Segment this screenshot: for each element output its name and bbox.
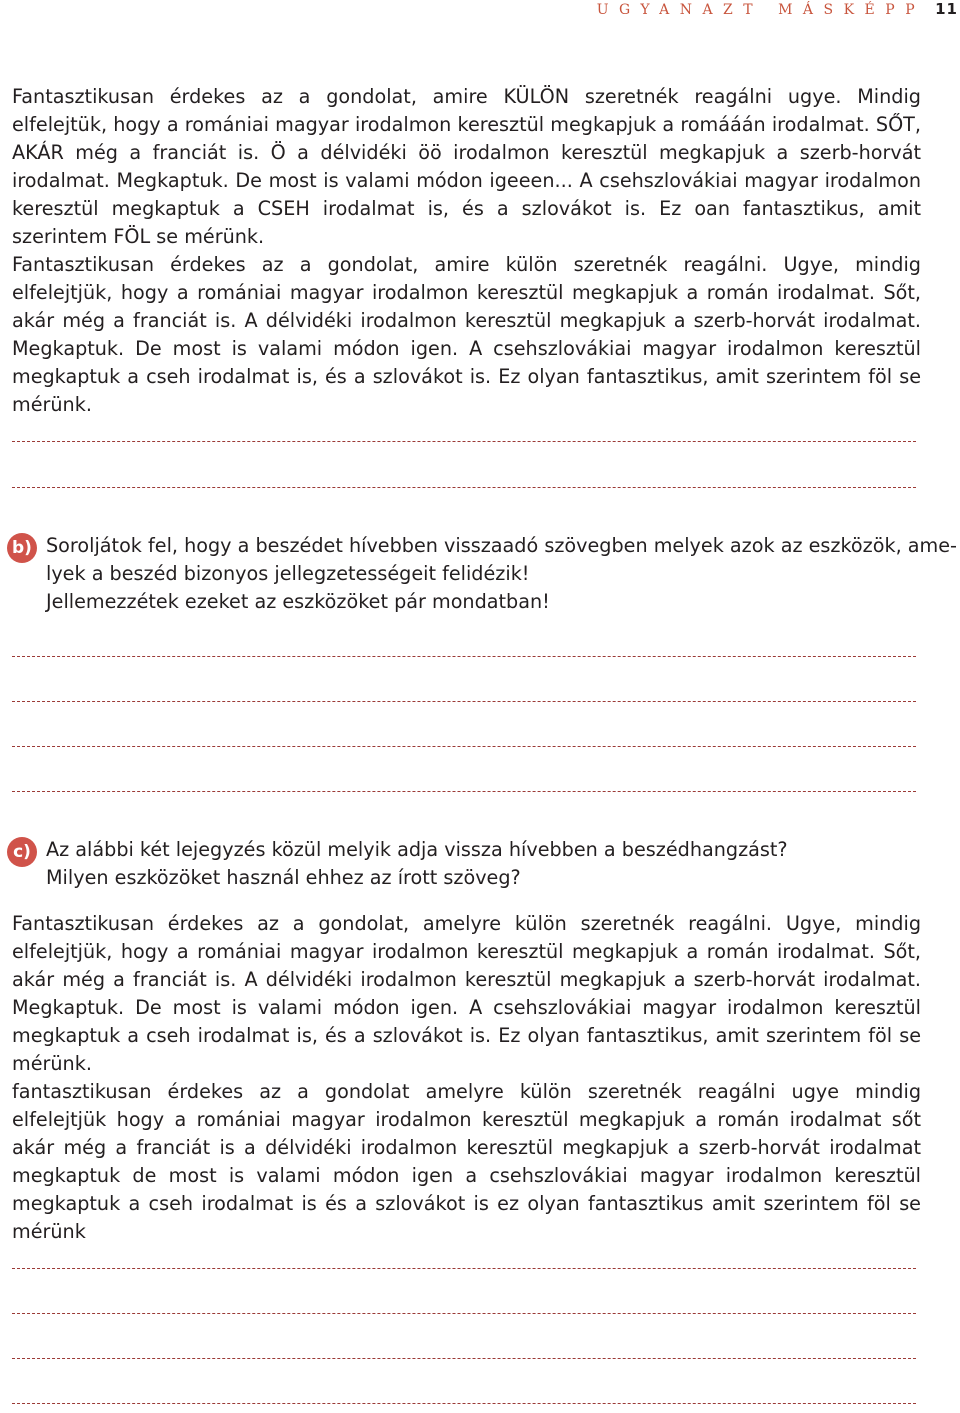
answer-line[interactable] xyxy=(12,441,916,442)
answer-line[interactable] xyxy=(12,701,916,702)
task-c-instructions xyxy=(46,836,921,892)
task-b-line: Soroljátok fel, hogy a beszédet hívebben visszaadó szövegben melyek azok az eszközök, ame- xyxy=(46,534,957,557)
transcript-paragraph-original: Fantasztikusan érdekes az a gondolat, amire KÜLÖN szeretnék reagálni ugye. Mindig elfelejtük, hogy a romániai magyar irodalmon keresztül megkapjuk a romááán irodalmat. SŐT, AKÁR még a franciát is. Ö a délvidéki öö irodalmon keresztül megkapjuk a szerb-horvát irodalmat. Megkaptuk. De most is valami módon igeeen... A csehszlovákiai magyar irodalmon keresztül megkaptuk a CSEH irodalmat is, és a szlovákot is. Ez oan fantasztikus, amit szerintem FÖL se mérünk. xyxy=(12,85,921,248)
transcript-paragraph-unpunctuated: fantasztikusan érdekes az a gondolat amelyre külön szeretnék reagálni ugye mindig elfelejtjük hogy a romániai magyar irodalmon keresztül megkapjuk a román irodalmat sőt akár még a franciát is a délvidéki irodalmon keresztül megkapjuk a szerb-horvát irodalmat megkaptuk de most is valami módon igen a csehszlovákiai magyar irodalmon keresztül megkaptuk a cseh irodalmat is és a szlovákot is ez olyan fantasztikus amit szerintem föl se mérünk xyxy=(12,1080,921,1243)
answer-line[interactable] xyxy=(12,1313,916,1314)
page-header xyxy=(597,0,960,24)
page-number: 11 xyxy=(935,0,958,18)
task-b xyxy=(7,532,957,616)
task-c-line: Milyen eszközöket használ ehhez az írott szöveg? xyxy=(46,866,521,889)
transcript-paragraph-edited: Fantasztikusan érdekes az a gondolat, amire külön szeretnék reagálni. Ugye, mindig elfelejtjük, hogy a romániai magyar irodalmon keresztül megkapjuk a román irodalmat. Sőt, akár még a franciát is. A délvidéki irodalmon keresztül megkapjuk a szerb-horvát irodalmat. Megkaptuk. De most is valami módon igen. A csehszlovákiai magyar irodalmon keresztül megkaptuk a cseh irodalmat is, és a szlovákot is. Ez olyan fantasztikus, amit szerintem föl se mérünk. xyxy=(12,253,921,416)
answer-line[interactable] xyxy=(12,746,916,747)
task-badge-c: c) xyxy=(7,837,37,867)
task-b-instructions xyxy=(46,532,957,616)
task-b-line: lyek a beszéd bizonyos jellegzetességeit felidézik! xyxy=(46,562,530,585)
answer-line[interactable] xyxy=(12,487,916,488)
answer-line[interactable] xyxy=(12,791,916,792)
answer-line[interactable] xyxy=(12,1358,916,1359)
answer-line[interactable] xyxy=(12,1268,916,1269)
task-c-line: Az alábbi két lejegyzés közül melyik adja vissza hívebben a beszédhangzást? xyxy=(46,838,788,861)
running-title: UGYANAZT MÁSKÉPP xyxy=(596,2,926,18)
answer-line[interactable] xyxy=(12,1403,916,1404)
task-badge-b: b) xyxy=(7,533,37,563)
transcript-paragraph-punctuated: Fantasztikusan érdekes az a gondolat, amelyre külön szeretnék reagálni. Ugye, mindig elfelejtjük, hogy a romániai magyar irodalmon keresztül megkapjuk a román irodalmat. Sőt, akár még a franciát is. A délvidéki irodalmon keresztül megkapjuk a szerb-horvát irodalmat. Megkaptuk. De most is valami módon igen. A csehszlovákiai magyar irodalmon keresztül megkaptuk a cseh irodalmat is, és a szlovákot is. Ez olyan fantasztikus, amit szerintem föl se mérünk. xyxy=(12,912,921,1075)
answer-line[interactable] xyxy=(12,656,916,657)
task-c xyxy=(7,836,921,892)
task-b-line: Jellemezzétek ezeket az eszközöket pár mondatban! xyxy=(46,590,550,613)
